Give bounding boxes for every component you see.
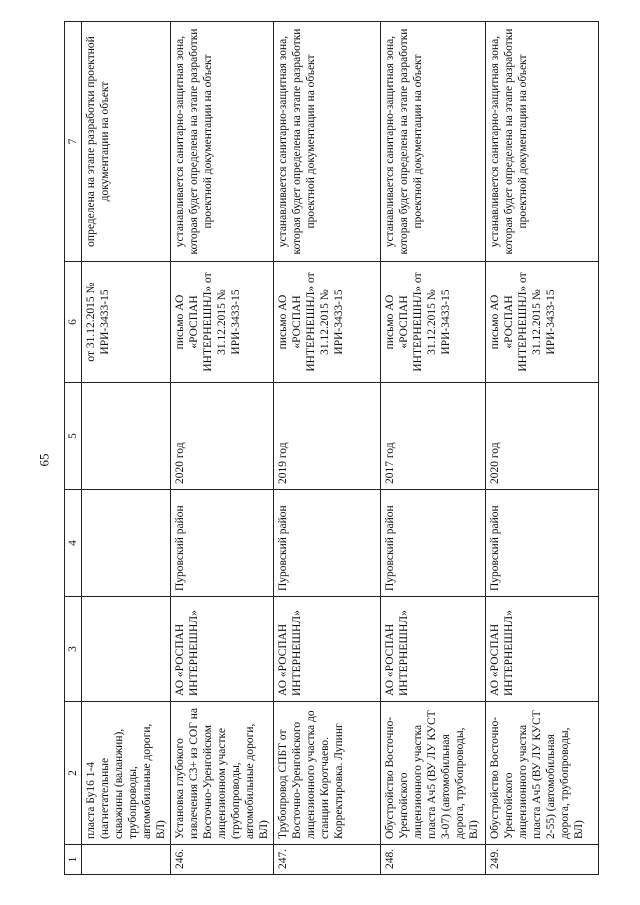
table-row — [82, 22, 171, 875]
basis-cell: письмо АО «РОСПАН ИНТЕРНЕШНЛ» от 31.12.2015 № ИРИ-3433-15 — [486, 262, 599, 383]
year-cell: 2017 год — [381, 383, 486, 490]
rotated-table-wrapper — [64, 22, 588, 875]
table-row — [486, 22, 599, 875]
table-row — [171, 22, 274, 875]
district-cell — [82, 490, 171, 597]
column-header: 2 — [65, 702, 82, 845]
row-number-cell: 249. — [486, 845, 599, 875]
table-row — [381, 22, 486, 875]
row-number-cell — [82, 845, 171, 875]
basis-cell: от 31.12.2015 № ИРИ-3433-15 — [82, 262, 171, 383]
objects-table — [64, 21, 599, 875]
page-number: 65 — [36, 453, 52, 467]
note-cell: устанавливается санитарно-защитная зона, которая будет определена на этапе разработки проектной документации на объект — [486, 22, 599, 262]
column-header: 7 — [65, 22, 82, 262]
column-number-header-row — [65, 22, 82, 875]
district-cell: Пуровский район — [486, 490, 599, 597]
basis-cell: письмо АО «РОСПАН ИНТЕРНЕШНЛ» от 31.12.2015 № ИРИ-3433-15 — [171, 262, 274, 383]
column-header: 6 — [65, 262, 82, 383]
note-cell: устанавливается санитарно-защитная зона, которая будет определена на этапе разработки проектной документации на объект — [171, 22, 274, 262]
district-cell: Пуровский район — [274, 490, 381, 597]
company-cell: АО «РОСПАН ИНТЕРНЕШНЛ» — [274, 597, 381, 702]
company-cell — [82, 597, 171, 702]
district-cell: Пуровский район — [171, 490, 274, 597]
row-number-cell: 247. — [274, 845, 381, 875]
note-cell: устанавливается санитарно-защитная зона, которая будет определена на этапе разработки проектной документации на объект — [274, 22, 381, 262]
note-cell: определена на этапе разработки проектной документации на объект — [82, 22, 171, 262]
year-cell — [82, 383, 171, 490]
table-row — [274, 22, 381, 875]
object-name-cell: Обустройство Восточно-Уренгойского лицензионного участка пласта Ач5 (ВУ ЛУ КУСТ 3-07) (автомобильная дорога, трубопроводы, ВЛ) — [381, 702, 486, 845]
object-name-cell: Трубопровод СПБТ от Восточно-Уренгойского лицензионного участка до станции Коротчаево. Корректировка. Лупинг — [274, 702, 381, 845]
column-header: 3 — [65, 597, 82, 702]
column-header: 4 — [65, 490, 82, 597]
company-cell: АО «РОСПАН ИНТЕРНЕШНЛ» — [486, 597, 599, 702]
year-cell: 2020 год — [171, 383, 274, 490]
row-number-cell: 248. — [381, 845, 486, 875]
district-cell: Пуровский район — [381, 490, 486, 597]
column-header: 5 — [65, 383, 82, 490]
object-name-cell: пласта Бу16 1-4 (нагнетательные скважины (валанжин), трубопроводы, автомобильные дороги, ВЛ) — [82, 702, 171, 845]
basis-cell: письмо АО «РОСПАН ИНТЕРНЕШНЛ» от 31.12.2015 № ИРИ-3433-15 — [274, 262, 381, 383]
note-cell: устанавливается санитарно-защитная зона, которая будет определена на этапе разработки проектной документации на объект — [381, 22, 486, 262]
year-cell: 2020 год — [486, 383, 599, 490]
company-cell: АО «РОСПАН ИНТЕРНЕШНЛ» — [171, 597, 274, 702]
object-name-cell: Установка глубокого извлечения С3+ из СОГ на Восточно-Уренгойском лицензионном участке (трубопроводы, автомобильные дороги, ВЛ) — [171, 702, 274, 845]
year-cell: 2019 год — [274, 383, 381, 490]
object-name-cell: Обустройство Восточно-Уренгойского лицензионного участка пласта Ач5 (ВУ ЛУ КУСТ 2-55) (автомобильная дорога, трубопроводы, ВЛ) — [486, 702, 599, 845]
row-number-cell: 246. — [171, 845, 274, 875]
company-cell: АО «РОСПАН ИНТЕРНЕШНЛ» — [381, 597, 486, 702]
column-header: 1 — [65, 845, 82, 875]
basis-cell: письмо АО «РОСПАН ИНТЕРНЕШНЛ» от 31.12.2015 № ИРИ-3433-15 — [381, 262, 486, 383]
